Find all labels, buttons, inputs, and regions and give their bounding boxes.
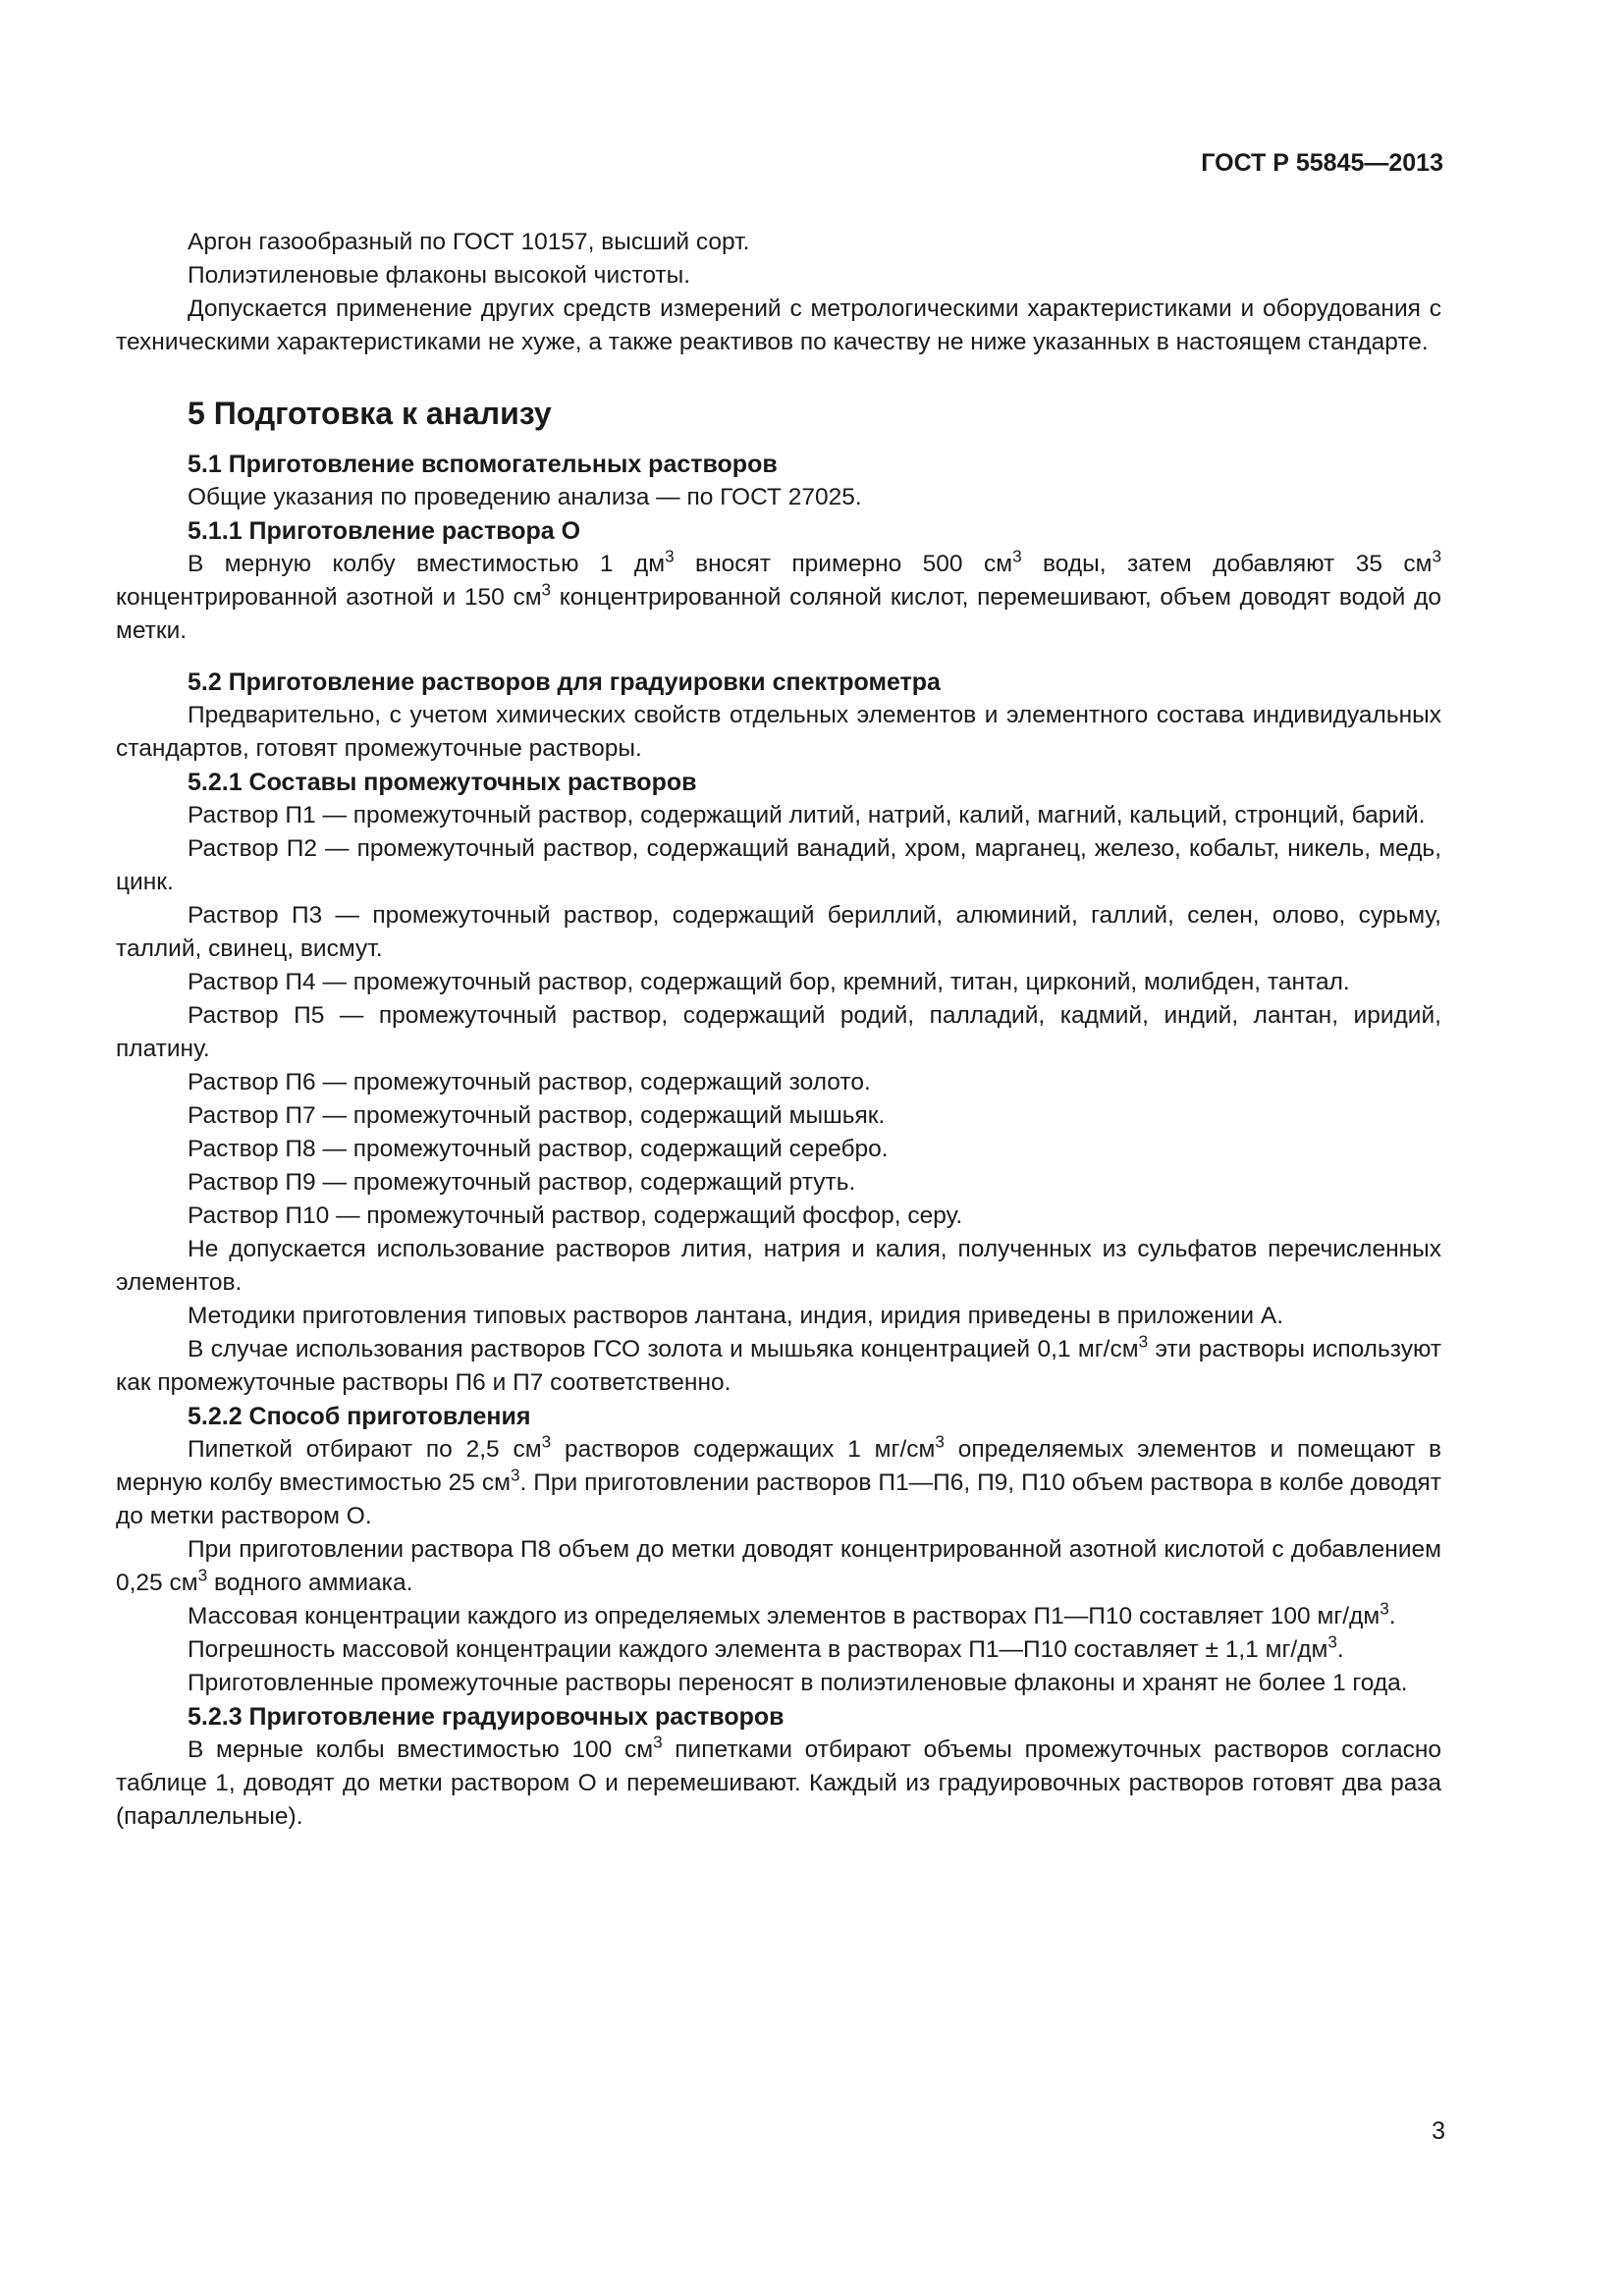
section-5-title: 5 Подготовка к анализу <box>188 396 552 431</box>
p8-preparation-text: При приготовлении раствора П8 объем до метки доводят концентрированной азотной кислотой с добавлением 0,25 $см^3$ водного аммиака. <box>116 1536 1441 1596</box>
calibration-solutions-text: В мерные колбы вместимостью 100 $см^3$ пипетками отбирают объемы промежуточных растворов согласно таблице 1, доводят до метки раствором О и перемешивают. Каждый из градуировочных растворов готовят два раза (параллельные). <box>116 1732 1441 1830</box>
page-number: 3 <box>1432 2117 1445 2145</box>
error-text: Погрешность массовой концентрации каждого элемента в растворах П1—П10 составляет ± 1,1 $мг/дм^3$. <box>188 1631 1344 1663</box>
document-header: ГОСТ Р 55845—2013 <box>1201 149 1443 177</box>
solution-p4: Раствор П4 — промежуточный раствор, содержащий бор, кремний, титан, цирконий, молибден, тантал. <box>188 969 1350 995</box>
section-5-1-title: 5.1 Приготовление вспомогательных растворов <box>188 451 778 478</box>
intro-line-allowance: Допускается применение других средств измерений с метрологическими характеристиками и оборудования с техническими характеристиками не хуже, а также реактивов по качеству не ниже указанных в настоящем стандарте. <box>116 295 1441 355</box>
storage-text: Приготовленные промежуточные растворы переносят в полиэтиленовые флаконы и хранят не более 1 года. <box>188 1670 1408 1696</box>
sulfate-note: Не допускается использование растворов лития, натрия и калия, полученных из сульфатов перечисленных элементов. <box>116 1236 1441 1296</box>
section-5-2-2-title: 5.2.2 Способ приготовления <box>188 1403 531 1430</box>
solution-p7: Раствор П7 — промежуточный раствор, содержащий мышьяк. <box>188 1102 886 1129</box>
solution-p8: Раствор П8 — промежуточный раствор, содержащий серебро. <box>188 1136 889 1162</box>
solution-p10: Раствор П10 — промежуточный раствор, содержащий фосфор, серу. <box>188 1202 963 1229</box>
solution-p9: Раствор П9 — промежуточный раствор, содержащий ртуть. <box>188 1169 856 1196</box>
solution-p3: Раствор П3 — промежуточный раствор, содержащий бериллий, алюминий, галлий, селен, олово, сурьму, таллий, свинец, висмут. <box>116 902 1441 962</box>
preparation-method-text: Пипеткой отбирают по 2,5 $см^3$ растворов содержащих 1 $мг/см^3$ определяемых элементов и помещают в мерную колбу вместимостью 25 $см^3$. При приготовлении растворов П1—П6, П9, П10 объем раствора в колбе доводят до метки раствором О. <box>116 1431 1441 1529</box>
document-body <box>116 226 1441 1834</box>
section-5-2-intro: Предварительно, с учетом химических свойств отдельных элементов и элементного состава индивидуальных стандартов, готовят промежуточные растворы. <box>116 702 1441 762</box>
solution-p5: Раствор П5 — промежуточный раствор, содержащий родий, палладий, кадмий, индий, лантан, иридий, платину. <box>116 1002 1441 1062</box>
gso-note: В случае использования растворов ГСО золота и мышьяка концентрацией 0,1 $мг/см^3$ эти растворы используют как промежуточные растворы П6 и П7 соответственно. <box>116 1331 1441 1396</box>
mass-concentration-text: Массовая концентрации каждого из определяемых элементов в растворах П1—П10 составляет 100 $мг/дм^3$. <box>188 1598 1396 1629</box>
intro-line-flasks: Полиэтиленовые флаконы высокой чистоты. <box>188 262 691 289</box>
solution-p6: Раствор П6 — промежуточный раствор, содержащий золото. <box>188 1069 871 1095</box>
appendix-note: Методики приготовления типовых растворов лантана, индия, иридия приведены в приложении А. <box>188 1303 1284 1329</box>
solution-p1: Раствор П1 — промежуточный раствор, содержащий литий, натрий, калий, магний, кальций, стронций, барий. <box>188 802 1426 828</box>
solution-o-text: В мерную колбу вместимостью 1 $дм^3$ вносят примерно 500 $см^3$ воды, затем добавляют 35 $см^3$ концентрированной азотной и 150 $см^3$ концентрированной соляной кислот, перемешивают, объем доводят водой до метки. <box>116 546 1442 644</box>
general-instructions: Общие указания по проведению анализа — по ГОСТ 27025. <box>188 484 862 510</box>
section-5-2-3-title: 5.2.3 Приготовление градуировочных растворов <box>188 1703 785 1731</box>
solution-p2: Раствор П2 — промежуточный раствор, содержащий ванадий, хром, марганец, железо, кобальт, никель, медь, цинк. <box>116 835 1441 895</box>
section-5-2-1-title: 5.2.1 Составы промежуточных растворов <box>188 769 697 796</box>
intro-line-argon: Аргон газообразный по ГОСТ 10157, высший сорт. <box>188 229 750 255</box>
section-5-2-title: 5.2 Приготовление растворов для градуировки спектрометра <box>188 668 941 696</box>
section-5-1-1-title: 5.1.1 Приготовление раствора О <box>188 517 581 545</box>
